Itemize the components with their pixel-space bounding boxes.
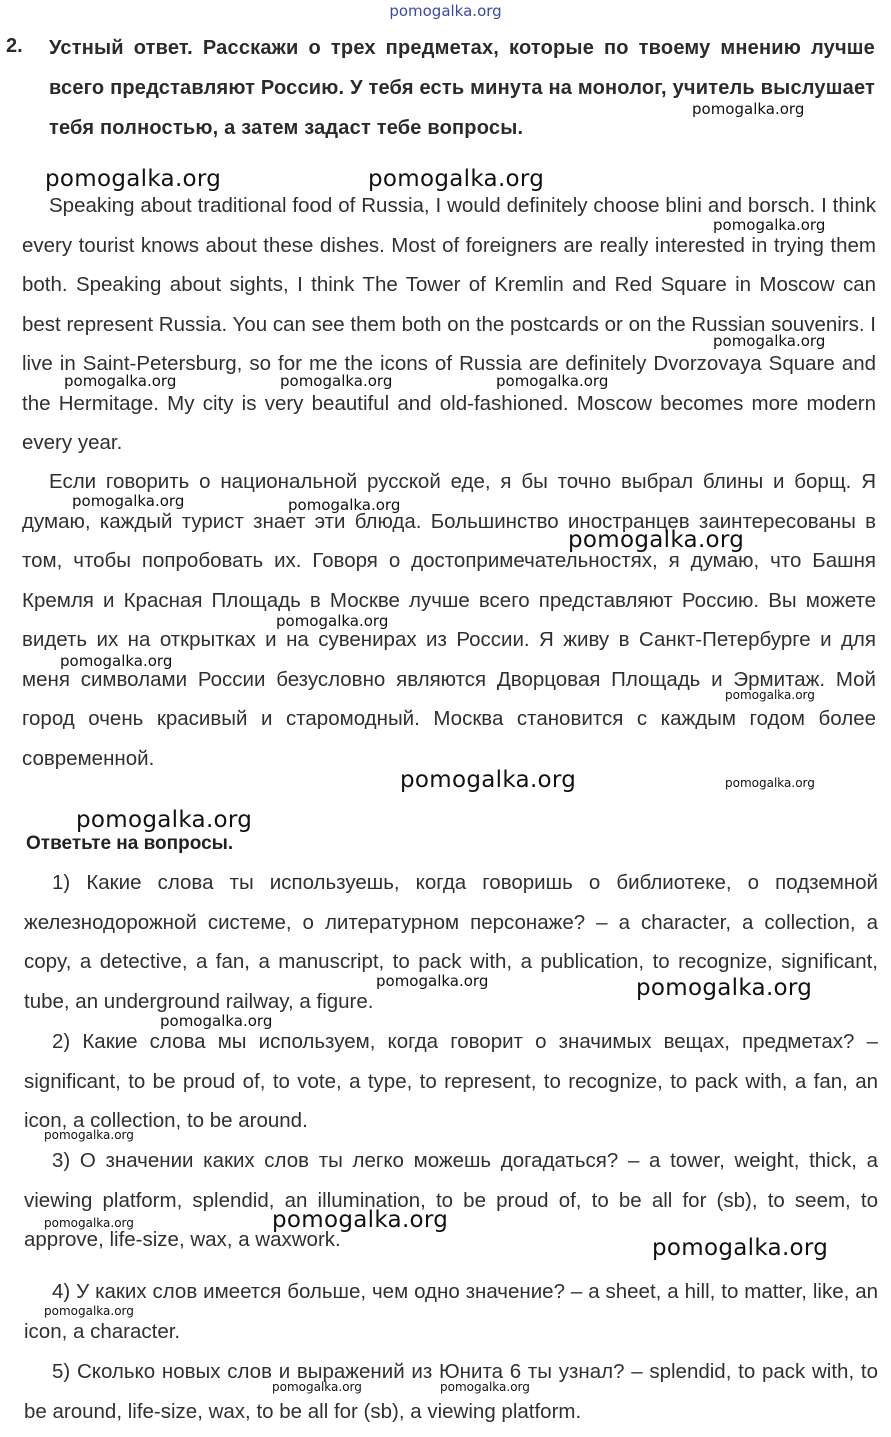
watermark: pomogalka.org	[276, 612, 389, 630]
watermark: pomogalka.org	[76, 807, 253, 833]
watermark: pomogalka.org	[496, 372, 609, 390]
watermark: pomogalka.org	[44, 1128, 134, 1142]
questions-heading: Ответьте на вопросы.	[26, 833, 234, 854]
watermark: pomogalka.org	[400, 767, 577, 793]
watermark: pomogalka.org	[368, 166, 545, 192]
answer-item	[24, 1022, 878, 1141]
watermark: pomogalka.org	[713, 216, 826, 234]
watermark: pomogalka.org	[280, 372, 393, 390]
answer-text: 2) Какие слова мы используем, когда говорит о значимых вещах, предметах? – significant, to be proud of, to vote, a type, to represent, to recognize, to pack with, a fan, an icon, a collection, to be around.	[24, 1030, 878, 1132]
watermark: pomogalka.org	[288, 496, 401, 514]
watermark: pomogalka.org	[44, 1304, 134, 1318]
watermark: pomogalka.org	[692, 100, 805, 118]
watermark: pomogalka.org	[713, 332, 826, 350]
watermark: pomogalka.org	[160, 1012, 273, 1030]
task-number: 2.	[6, 35, 23, 57]
answer-text: 4) У каких слов имеется больше, чем одно значение? – a sheet, a hill, to matter, like, an icon, a character.	[24, 1280, 878, 1343]
watermark: pomogalka.org	[64, 372, 177, 390]
watermark: pomogalka.org	[725, 776, 815, 790]
watermark: pomogalka.org	[72, 492, 185, 510]
watermark: pomogalka.org	[725, 688, 815, 702]
watermark: pomogalka.org	[60, 652, 173, 670]
answer-text: 5) Сколько новых слов и выражений из Юнита 6 ты узнал? – splendid, to pack with, to be around, life-size, wax, to be all for (sb), a viewing platform.	[24, 1360, 878, 1423]
watermark: pomogalka.org	[376, 972, 489, 990]
task-prompt: Устный ответ. Расскажи о трех предметах, которые по твоему мнению лучше всего представляют Россию. У тебя есть минута на монолог, учитель выслушает тебя полностью, а затем задаст тебе вопросы.	[49, 37, 875, 139]
answer-text: 1) Какие слова ты используешь, когда говоришь о библиотеке, о подземной железнодорожной системе, о литературном персонаже? – a character, a collection, a copy, a detective, a fan, a manuscript, to pack with, a publication, to recognize, significant, tube, an underground railway, a figure.	[24, 871, 878, 1013]
watermark: pomogalka.org	[272, 1380, 362, 1394]
watermark: pomogalka.org	[45, 166, 222, 192]
english-answer-text: Speaking about traditional food of Russia, I would definitely choose blini and borsch. I think every tourist knows about these dishes. Most of foreigners are really interested in trying them both. Speaking about sights, I think The Tower of Kremlin and Red Square in Moscow can best represent Russia. You can see them both on the postcards or on the Russian souvenirs. I live in Saint-Petersburg, so for me the icons of Russia are definitely Dvorzovaya Square and the Hermitage. My city is very beautiful and old-fashioned. Moscow becomes more modern every year.	[22, 194, 876, 454]
watermark: pomogalka.org	[272, 1207, 449, 1233]
watermark: pomogalka.org	[44, 1216, 134, 1230]
answer-item	[24, 1272, 878, 1351]
watermark: pomogalka.org	[440, 1380, 530, 1394]
watermark: pomogalka.org	[652, 1235, 829, 1261]
answer-text: 3) О значении каких слов ты легко можешь догадаться? – a tower, weight, thick, a viewing platform, splendid, an illumination, to be proud of, to be all for (sb), to seem, to approve, life-size, wax, a waxwork.	[24, 1149, 878, 1251]
watermark: pomogalka.org	[636, 975, 813, 1001]
top-watermark: pomogalka.org	[389, 2, 502, 20]
russian-answer-text: Если говорить о национальной русской еде, я бы точно выбрал блины и борщ. Я думаю, каждый турист знает эти блюда. Большинство иностранцев заинтересованы в том, чтобы попробовать их. Говоря о достопримечательностях, я думаю, что Башня Кремля и Красная Площадь в Москве лучше всего представляют Россию. Вы можете видеть их на открытках и на сувенирах из России. Я живу в Санкт-Петербурге и для меня символами России безусловно являются Дворцовая Площадь и Эрмитаж. Мой город очень красивый и старомодный. Москва становится с каждым годом более современной.	[22, 470, 876, 770]
watermark: pomogalka.org	[568, 527, 745, 553]
